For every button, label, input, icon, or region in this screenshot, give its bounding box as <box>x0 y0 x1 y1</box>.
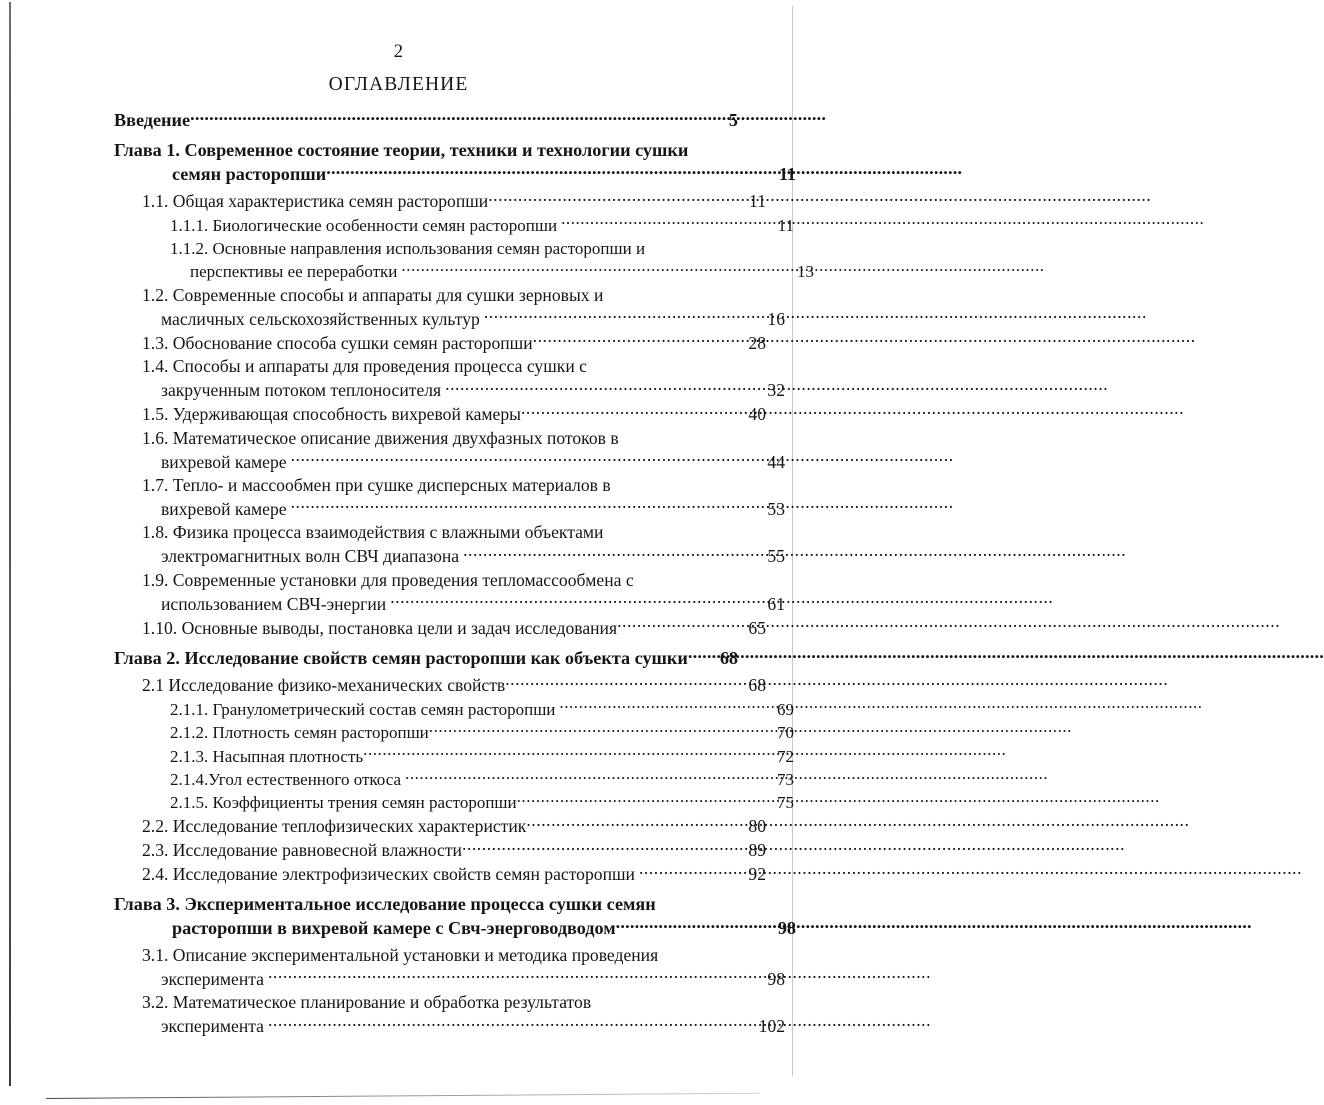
toc-entry-text: 1.1.1. Биологические особенности семян расторопши <box>170 215 558 235</box>
toc-page-number: 69 <box>777 699 794 719</box>
toc-entry[interactable] <box>114 237 814 284</box>
toc-leader-dots <box>488 190 740 208</box>
page-bottom-edge-artifact <box>46 1093 760 1099</box>
toc-entry-text: 1.1.2. Основные направления использования семян расторопши и <box>170 239 646 258</box>
toc-leader-dots <box>505 674 740 692</box>
toc-leader-dots <box>326 162 770 180</box>
toc-entry-text: вихревой камере <box>161 499 287 520</box>
toc-leader-dots <box>390 592 759 610</box>
toc-page-number: 72 <box>777 746 794 766</box>
toc-entry-line <box>170 214 794 237</box>
toc-page-number: 55 <box>767 546 785 567</box>
toc-entry-text: эксперимента <box>161 968 264 989</box>
page-title: ОГЛАВЛЕНИЕ <box>328 74 469 95</box>
toc-entry-line <box>142 331 766 355</box>
toc-entry[interactable] <box>114 284 785 331</box>
toc-page-number: 68 <box>748 675 766 696</box>
toc-entry-text: 2.1 Исследование физико-механических свойств <box>142 675 506 696</box>
toc-leader-dots <box>291 450 759 468</box>
toc-leader-dots <box>616 916 770 934</box>
toc-entry-text: Глава 1. Современное состояние теории, техники и технологии сушки <box>114 139 689 160</box>
toc-entry-line-continuation <box>172 916 796 941</box>
toc-entry-line-continuation <box>161 967 785 991</box>
toc-leader-dots <box>617 616 740 634</box>
page-number: 2 <box>393 42 404 62</box>
toc-leader-dots <box>401 260 788 277</box>
toc-entry[interactable] <box>114 108 738 133</box>
toc-page-number: 70 <box>777 723 794 743</box>
toc-leader-dots <box>559 698 768 715</box>
toc-leader-dots <box>526 815 740 833</box>
toc-entry[interactable] <box>114 616 766 640</box>
toc-entry[interactable] <box>114 521 785 568</box>
toc-entry-line <box>114 108 738 133</box>
toc-entry-line-continuation <box>161 1015 785 1039</box>
toc-page-number: 16 <box>767 308 785 329</box>
toc-entry[interactable] <box>114 331 766 355</box>
toc-leader-dots <box>291 497 759 515</box>
toc-leader-dots <box>688 646 712 664</box>
toc-entry-text: 1.6. Математическое описание движения двухфазных потоков в <box>142 427 619 448</box>
toc-leader-dots <box>463 545 759 563</box>
toc-entry-text: 2.4. Исследование электрофизических свойств семян расторопши <box>142 864 635 885</box>
toc-entry[interactable] <box>114 991 785 1038</box>
toc-entry-text: Введение <box>114 110 191 131</box>
toc-entry-text: масличных сельскохозяйственных культур <box>161 308 480 329</box>
toc-entry-text: 1.1. Общая характеристика семян расторопши <box>142 191 489 212</box>
toc-page-number: 32 <box>767 380 785 401</box>
toc-leader-dots <box>268 1015 757 1033</box>
toc-entry-text: 1.9. Современные установки для проведения тепломассообмена с <box>142 569 634 590</box>
toc-entry[interactable] <box>114 403 766 427</box>
toc-leader-dots <box>639 863 740 881</box>
toc-entry-text: использованием СВЧ-энергии <box>161 593 387 614</box>
toc-entry-text: вихревой камере <box>161 451 287 472</box>
toc-leader-dots <box>533 331 740 349</box>
toc-page-number: 40 <box>748 404 766 425</box>
table-of-contents <box>114 108 814 1039</box>
toc-entry-text: семян расторопши <box>172 164 327 185</box>
toc-entry-text: 2.1.5. Коэффициенты трения семян расторопши <box>170 793 517 813</box>
toc-leader-dots <box>190 108 712 126</box>
toc-leader-dots <box>268 967 759 985</box>
toc-entry[interactable] <box>114 893 796 941</box>
toc-entry-text: 1.2. Современные способы и аппараты для сушки зерновых и <box>142 284 604 305</box>
toc-entry-text: 2.3. Исследование равновесной влажности <box>142 840 462 861</box>
toc-entry[interactable] <box>114 214 794 237</box>
toc-entry-line-continuation <box>161 497 785 521</box>
toc-page-number: 65 <box>748 617 766 638</box>
toc-entry-line-continuation <box>161 545 785 569</box>
toc-page-number: 75 <box>777 793 794 813</box>
toc-entry-text: 1.7. Тепло- и массообмен при сушке дисперсных материалов в <box>142 475 611 496</box>
toc-page-number: 80 <box>748 816 766 837</box>
toc-leader-dots <box>445 379 759 397</box>
toc-entry-text: расторопши в вихревой камере с Свч-энерговодводом <box>172 918 616 939</box>
toc-entry-text: закрученным потоком теплоносителя <box>161 380 442 401</box>
toc-entry-line-continuation <box>161 450 785 474</box>
toc-leader-dots <box>405 768 768 785</box>
toc-entry-text: 2.2. Исследование теплофизических характеристик <box>142 816 527 837</box>
toc-page-number: 44 <box>767 451 785 472</box>
toc-entry-text: 2.1.4.Угол естественного откоса <box>170 770 402 790</box>
toc-entry[interactable] <box>114 139 796 187</box>
toc-page-number: 11 <box>777 215 794 235</box>
toc-entry-text: 1.4. Способы и аппараты для проведения процесса сушки с <box>142 356 587 377</box>
toc-entry-text: 3.2. Математическое планирование и обработка результатов <box>142 992 592 1013</box>
toc-entry-line <box>142 616 766 640</box>
toc-entry-text: 3.1. Описание экспериментальной установки и методика проведения <box>142 944 659 965</box>
toc-entry-text: 2.1.2. Плотность семян расторопши <box>170 723 429 743</box>
toc-entry-text: перспективы ее переработки <box>190 262 398 282</box>
toc-entry-text: Глава 3. Экспериментальное исследование процесса сушки семян <box>114 893 656 914</box>
toc-entry-text: 1.5. Удерживающая способность вихревой камеры <box>142 404 521 425</box>
toc-entry[interactable] <box>114 569 785 616</box>
toc-page-number: 98 <box>777 918 796 939</box>
toc-entry[interactable] <box>114 474 785 521</box>
toc-leader-dots <box>561 214 768 231</box>
toc-page-number: 68 <box>719 648 738 669</box>
toc-entry-line-continuation <box>190 260 814 283</box>
toc-entry-text: 1.3. Обоснование способа сушки семян расторопши <box>142 332 533 353</box>
toc-leader-dots <box>517 791 768 808</box>
toc-leader-dots <box>484 307 759 325</box>
toc-page-number: 11 <box>749 191 766 212</box>
toc-entry-text: эксперимента <box>161 1016 264 1037</box>
toc-leader-dots <box>363 745 768 762</box>
toc-page-number: 53 <box>767 499 785 520</box>
toc-entry-text: 2.1.1. Гранулометрический состав семян расторопши <box>170 699 556 719</box>
toc-leader-dots <box>521 403 740 421</box>
toc-page-number: 61 <box>767 593 785 614</box>
toc-entry-line <box>142 863 766 887</box>
toc-entry-text: 2.1.3. Насыпная плотность <box>170 746 364 766</box>
toc-page-number: 89 <box>748 840 766 861</box>
toc-page-number: 5 <box>728 110 738 131</box>
toc-entry-text: 1.8. Физика процесса взаимодействия с влажными объектами <box>142 522 604 543</box>
toc-leader-dots <box>429 721 768 738</box>
toc-entry-text: Глава 2. Исследование свойств семян расторопши как объекта сушки <box>114 648 688 669</box>
toc-page-number: 98 <box>767 968 785 989</box>
toc-page-number: 11 <box>778 164 796 185</box>
toc-page-number: 102 <box>758 1016 785 1037</box>
toc-entry[interactable] <box>114 427 785 474</box>
toc-entry-text: 1.10. Основные выводы, постановка цели и задач исследования <box>142 617 618 638</box>
toc-entry[interactable] <box>114 355 785 402</box>
toc-entry[interactable] <box>114 863 766 887</box>
toc-page-number: 28 <box>748 332 766 353</box>
toc-entry-line <box>142 403 766 427</box>
toc-entry[interactable] <box>114 944 785 991</box>
toc-entry-text: электромагнитных волн СВЧ диапазона <box>161 546 460 567</box>
toc-page-number: 73 <box>777 770 794 790</box>
toc-page-number: 13 <box>797 262 814 282</box>
toc-leader-dots <box>462 839 740 857</box>
page-left-edge-artifact <box>9 2 11 1086</box>
toc-page-number: 92 <box>748 864 766 885</box>
